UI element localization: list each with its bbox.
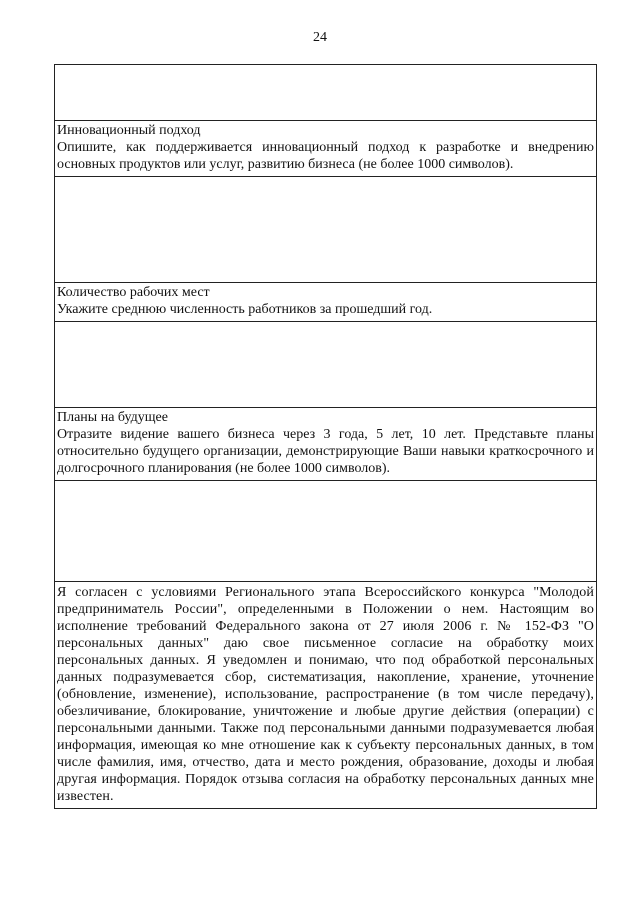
section-heading: Количество рабочих мест [57, 285, 210, 300]
section-heading: Инновационный подход [57, 123, 201, 138]
section-heading: Планы на будущее [57, 410, 168, 425]
answer-field-workplaces[interactable] [55, 322, 596, 408]
section-description: Укажите среднюю численность работников за прошедший год. [57, 302, 433, 317]
answer-field-innovation[interactable] [55, 177, 596, 283]
page-number: 24 [313, 30, 327, 45]
answer-field-previous[interactable] [55, 65, 596, 121]
application-form-table [54, 64, 597, 809]
consent-text: Я согласен с условиями Регионального этапа Всероссийского конкурса "Молодой предприниматель России", определенными в Положении о нем. Настоящим во исполнение требований Федерального закона от 27 июля 2006 г. № 152-ФЗ "О персональных данных" даю свое письменное согласие на обработку моих персональных данных. Я уведомлен и понимаю, что под обработкой персональных данных подразумевается сбор, систематизация, накопление, хранение, уточнение (обновление, изменение), использование, распространение (в том числе передачу), обезличивание, блокирование, уничтожение и любые другие действия (операции) с персональными данными. Также под персональными данными подразумевается любая информация, имеющая ко мне отношение как к субъекту персональных данных, в том числе фамилия, имя, отчество, дата и место рождения, образование, доходы и любая другая информация. Порядок отзыва согласия на обработку персональных данных мне известен. [57, 585, 594, 804]
section-description: Опишите, как поддерживается инновационный подход к разработке и внедрению основных продуктов или услуг, развитию бизнеса (не более 1000 символов). [57, 140, 594, 172]
answer-field-future-plans[interactable] [55, 481, 596, 582]
consent-statement [55, 582, 596, 808]
section-workplaces [55, 283, 596, 322]
section-future-plans [55, 408, 596, 481]
section-innovation [55, 121, 596, 177]
section-description: Отразите видение вашего бизнеса через 3 года, 5 лет, 10 лет. Представьте планы относительно будущего организации, демонстрирующие Ваши навыки краткосрочного и долгосрочного планирования (не более 1000 символов). [57, 427, 594, 476]
